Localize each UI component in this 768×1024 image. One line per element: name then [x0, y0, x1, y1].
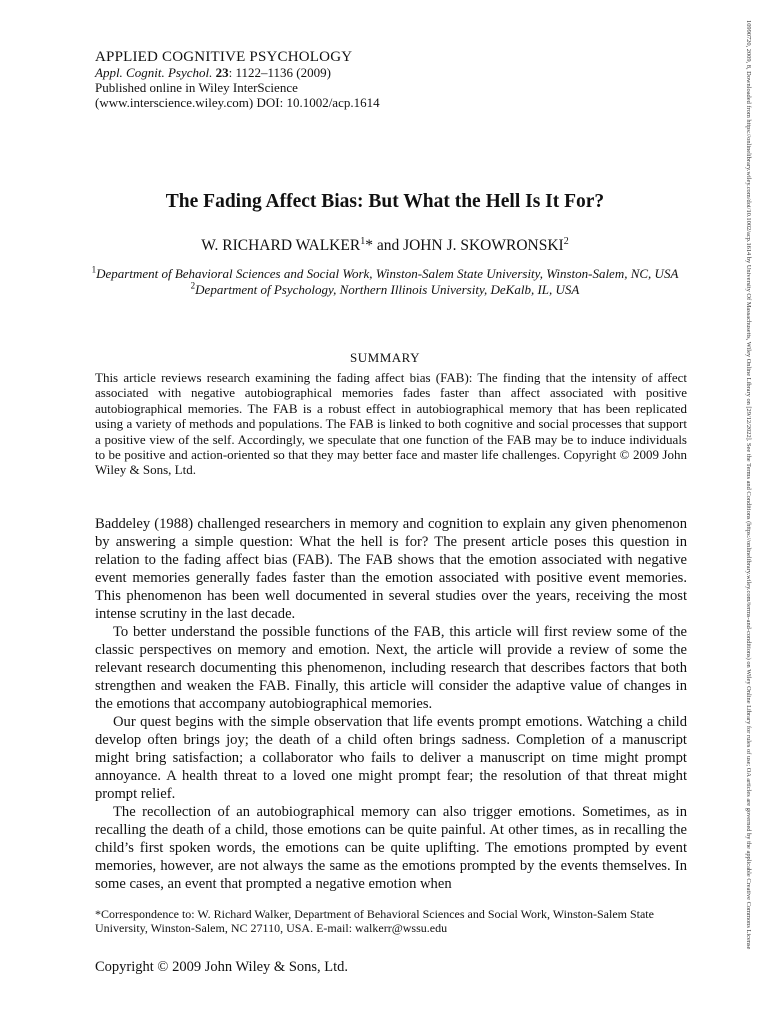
citation-pages: : 1122–1136 (2009): [228, 65, 331, 80]
download-side-note-text: 10990720, 2009, 8, Downloaded from https://onlinelibrary.wiley.com/doi/10.1002/acp.1614 by University Of Massachusetts, Wiley Online Library on [29/12/2022]. See the Terms and Conditions (https://onlinelibrary.wiley.com/terms-and-conditions) on Wiley Online Library for rules of use; OA articles are governed by the applicable Creative Commons License: [745, 20, 752, 950]
author-1-affiliation-mark: 1: [360, 235, 366, 247]
citation-journal: Appl. Cognit. Psychol.: [95, 65, 213, 80]
summary-heading: SUMMARY: [350, 350, 420, 365]
affiliation-2-mark: 2: [190, 280, 196, 291]
affiliation-2-text: Department of Psychology, Northern Illinois University, DeKalb, IL, USA: [195, 281, 580, 297]
body-paragraph-4: The recollection of an autobiographical memory can also trigger emotions. Sometimes, as in recalling the death of a child, those emotions can be quite painful. At other times, as in recalling the child’s first spoken words, the emotions can be quite uplifting. The emotions prompted by event memories, however, are not always the same as the emotions prompted by the events themselves. In some cases, an event that prompted a negative emotion when: [95, 804, 687, 892]
published-line: Published online in Wiley InterScience: [95, 80, 298, 95]
correspondence-footnote: *Correspondence to: W. Richard Walker, Department of Behavioral Sciences and Social Work, Winston-Salem State University, Winston-Salem, NC 27110, USA. E-mail: walkerr@wssu.edu: [95, 907, 654, 935]
author-conjunction: and: [372, 237, 404, 254]
journal-name: APPLIED COGNITIVE PSYCHOLOGY: [95, 49, 353, 65]
citation-line: [95, 65, 655, 80]
download-side-note: [742, 20, 758, 1004]
body-paragraph-1: Baddeley (1988) challenged researchers in memory and cognition to explain any given phenomenon by answering a simple question: What the hell is for? The present article poses this question in relation to the fading affect bias (FAB). The FAB shows that the emotion associated with negative event memories generally fades faster than the emotion associated with positive event memories. This phenomenon has been well documented in several studies over the years, receiving the most intense scrutiny in the last decade.: [95, 516, 687, 622]
copyright-notice: Copyright © 2009 John Wiley & Sons, Ltd.: [95, 959, 349, 975]
corresponding-mark: *: [365, 237, 373, 254]
body-paragraph-3: Our quest begins with the simple observation that life events prompt emotions. Watching a child develop often brings joy; the death of a child often brings sadness. Completion of a manuscript might bring satisfaction; a collaborator who fails to deliver a manuscript on time might prompt annoyance. A health threat to a loved one might prompt fear; the resolution of that threat might prompt relief.: [95, 714, 687, 802]
article-title: The Fading Affect Bias: But What the Hell Is It For?: [165, 191, 605, 212]
author-2: JOHN J. SKOWRONSKI: [403, 237, 564, 254]
affiliation-1: [90, 266, 680, 282]
affiliations: [90, 266, 680, 297]
affiliation-2: [90, 282, 680, 298]
authors-line: [40, 236, 730, 256]
doi-line: (www.interscience.wiley.com) DOI: 10.1002/acp.1614: [95, 95, 380, 110]
author-2-affiliation-mark: 2: [563, 235, 569, 247]
citation-volume: 23: [215, 65, 229, 80]
body-paragraph-2: To better understand the possible functions of the FAB, this article will first review some of the classic perspectives on memory and emotion. Next, the article will provide a review of some the relevant research documenting this phenomenon, including research that describes factors that both strengthen and weaken the FAB. Finally, this article will consider the adaptive value of changes in the emotions that accompany autobiographical memories.: [95, 624, 687, 712]
affiliation-1-text: Department of Behavioral Sciences and Social Work, Winston-Salem State University, Winston-Salem, NC, USA: [96, 266, 679, 281]
author-1: W. RICHARD WALKER: [201, 237, 361, 254]
body-text: [95, 515, 687, 893]
journal-header: [95, 49, 655, 110]
summary-text: This article reviews research examining the fading affect bias (FAB): The finding that the intensity of affect associated with negative autobiographical memories fades faster than affect associated with positive autobiographical memories. The FAB is a robust effect in autobiographical memory that has been replicated using a variety of methods and populations. The FAB is linked to both cognitive and social processes that support a positive view of the self. Accordingly, we speculate that one function of the FAB may be to induce individuals to be positive and action-oriented so that they may better face and master life challenges. Copyright © 2009 John Wiley & Sons, Ltd.: [95, 370, 687, 478]
affiliation-1-mark: 1: [91, 264, 97, 275]
